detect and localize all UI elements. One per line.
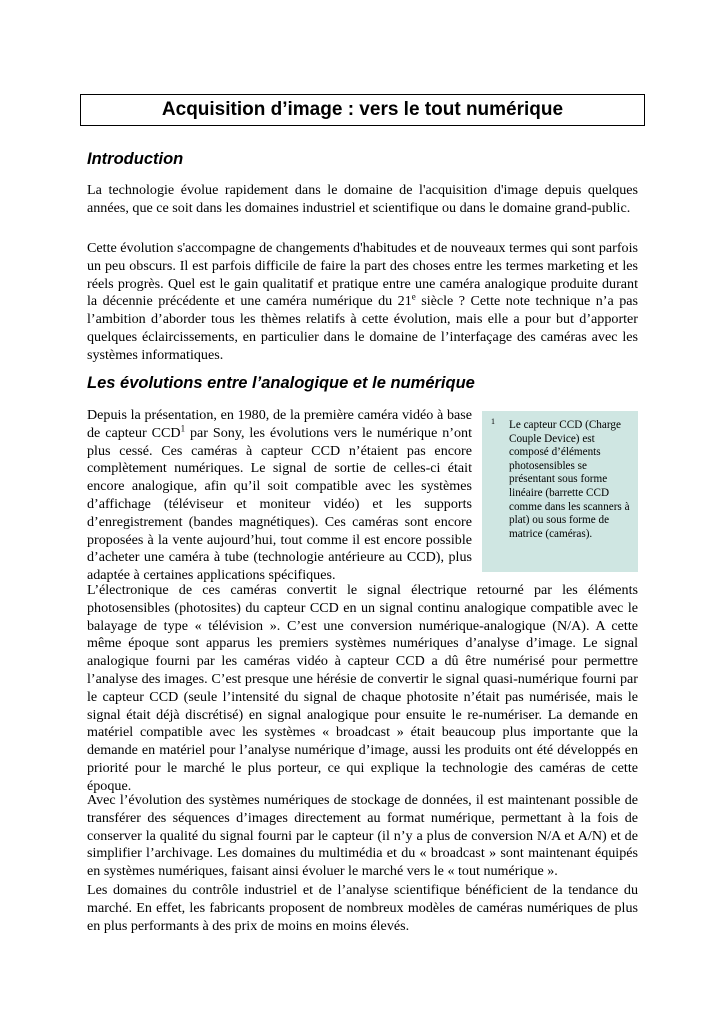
footnote-text: Le capteur CCD (Charge Couple Device) est composé d’éléments photosensibles se présentant sous forme linéaire (barrette CCD comme dans les scanners à plat) ou sous forme de matrice (caméras). (509, 419, 630, 540)
evolutions-paragraph-4: Les domaines du contrôle industriel et de l’analyse scientifique bénéficient de la tendance du marché. En effet, les fabricants proposent de nombreux modèles de caméras numériques de plus en plus performants à des prix de moins en moins élevés. (87, 882, 638, 934)
intro-paragraph-2-text-a: Cette évolution s'accompagne de changements d'habitudes et de nouveaux termes qui sont parfois un peu obscurs. Il est parfois difficile de faire la part des choses entre les termes marketing et les réels progrès. Quel est le gain qualitatif et pratique entre une caméra analogique produite durant la décennie précédente et une caméra numérique du 21 (87, 240, 638, 310)
section-heading-evolutions: Les évolutions entre l’analogique et le numérique (87, 374, 475, 392)
intro-paragraph-2-text-b: siècle ? Cette note technique n’a pas l’ambition d’aborder tous les thèmes relatifs à cette évolution, mais elle a pour but d’apporter quelques éclaircissements, en particulier dans le domaine de l’interfaçage des caméras avec les systèmes informatiques. (87, 293, 638, 363)
intro-paragraph-2 (87, 240, 638, 365)
evolutions-paragraph-1-text-b: par Sony, les évolutions vers le numérique n’ont plus cessé. Ces caméras à capteur CCD n’étaient pas encore complètement numériques. Le signal de sortie de celles-ci était encore analogique, afin qu’il soit compatible avec les systèmes d’affichage (téléviseur et moniteur vidéo) et les supports d’enregistrement (bandes magnétiques). Ces caméras sont encore proposées à la vente aujourd’hui, tout comme il est encore possible d’acheter une caméra à tube (technologie antérieure au CCD), plus adaptée à certaines applications spécifiques. (87, 424, 472, 584)
evolutions-paragraph-3: Avec l’évolution des systèmes numériques de stockage de données, il est maintenant possible de transférer des séquences d’images directement au format numérique, permettant à la fois de conserver la qualité du signal fourni par le capteur (il n’y a plus de conversion N/A et A/N) et de simplifier l’archivage. Les domaines du multimédia et du « broadcast » sont maintenant équipés en systèmes numériques, faisant ainsi évoluer le marché vers le « tout numérique ». (87, 792, 638, 880)
century-superscript: e (411, 291, 416, 302)
footnote-sidebox (482, 411, 638, 572)
evolutions-paragraph-1-text-a: Depuis la présentation, en 1980, de la première caméra vidéo à base de capteur CCD (87, 407, 472, 441)
footnote-number: 1 (491, 417, 495, 426)
evolutions-paragraph-1 (87, 407, 472, 585)
evolutions-paragraph-2: L’électronique de ces caméras convertit le signal électrique retourné par les éléments photosensibles (photosites) du capteur CCD en un signal continu analogique compatible avec le balayage de type « télévision ». C’est une conversion numérique-analogique (N/A). A cette même époque sont apparus les premiers systèmes numériques d’analyse d’image. Le signal analogique fourni par les caméras vidéo à capteur CCD a dû être numérisé pour permettre l’analyse des images. C’est presque une hérésie de convertir le signal quasi-numérique fourni par le capteur CCD (seule l’intensité du signal de chaque photosite n’était pas numérisée, mais le signal était déjà discrétisé) en signal analogique pour ensuite le re-numériser. La demande en matériel compatible avec les systèmes « broadcast » était beaucoup plus importante que la demande en matériel pour l’analyse numérique d’image, aussi les produits ont été développés en priorité pour le marché le plus porteur, ce qui explique la technologie des caméras de cette époque. (87, 582, 638, 794)
footnote-reference: 1 (180, 423, 186, 434)
intro-paragraph-1: La technologie évolue rapidement dans le domaine de l'acquisition d'image depuis quelques années, que ce soit dans les domaines industriel et scientifique ou dans le domaine grand-public. (87, 182, 638, 216)
document-title: Acquisition d’image : vers le tout numérique (80, 94, 645, 126)
section-heading-introduction: Introduction (87, 150, 184, 168)
